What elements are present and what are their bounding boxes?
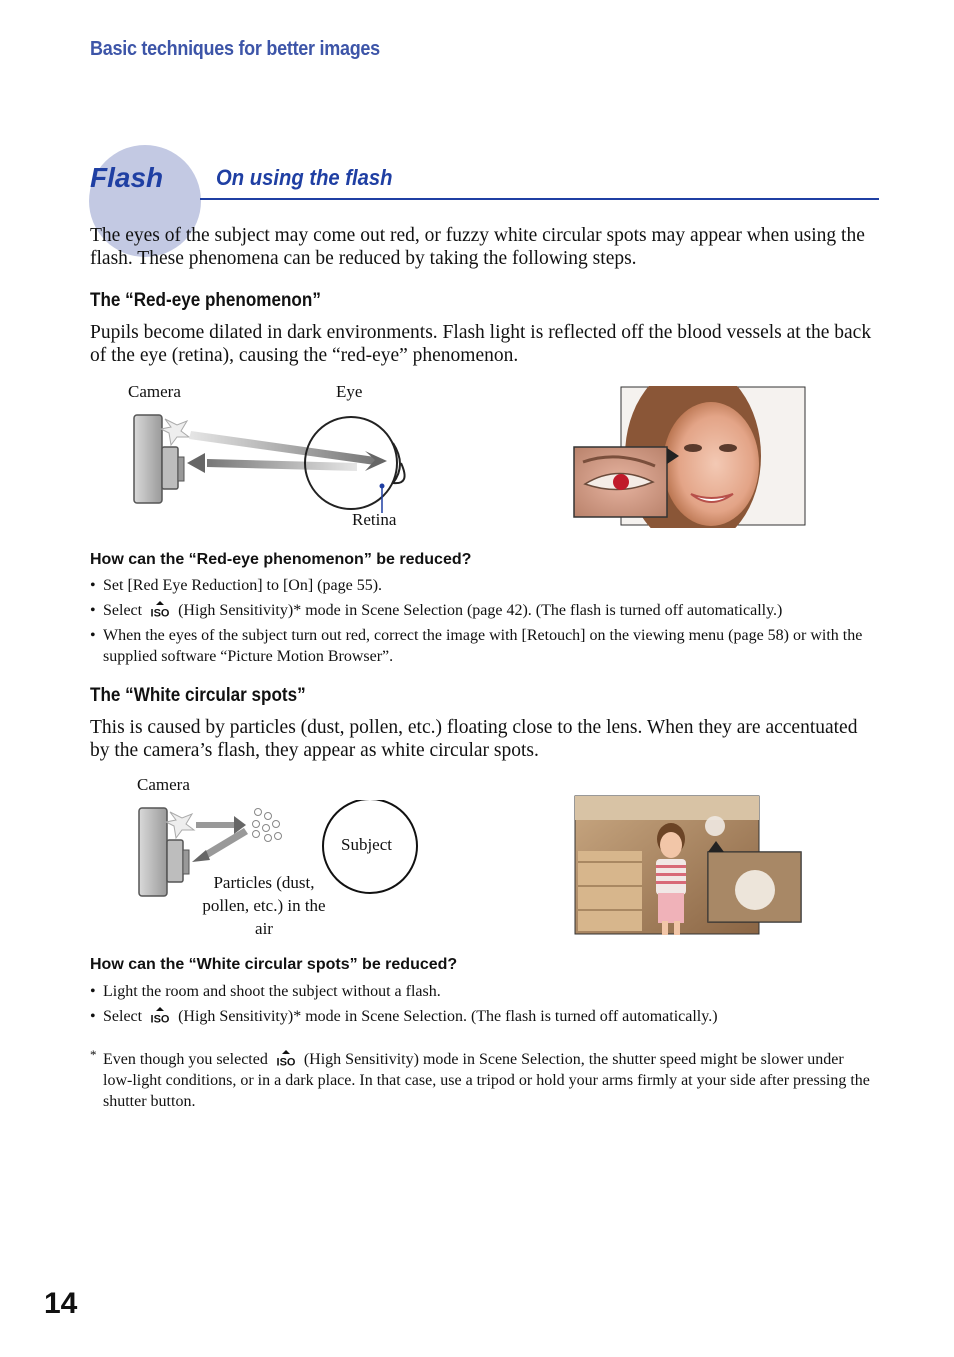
bullet-text-after: (High Sensitivity)* mode in Scene Selection (page 42). (The flash is turned off automatically.) <box>174 602 783 619</box>
red-eye-reduce-heading: How can the “Red-eye phenomenon” be reduced? <box>90 551 472 568</box>
svg-text:ISO: ISO <box>150 1013 170 1023</box>
diagram-subject-label: Subject <box>341 835 392 854</box>
section-header: Basic techniques for better images <box>90 38 380 60</box>
red-eye-bullet-2 <box>90 600 883 621</box>
diagram-eye-label: Eye <box>336 382 363 401</box>
bullet-text-after: (High Sensitivity)* mode in Scene Selection. (The flash is turned off automatically.) <box>174 1008 718 1025</box>
footnote-marker: * <box>90 1047 97 1062</box>
bullet-text-before: Select <box>103 602 147 619</box>
high-sensitivity-iso-icon <box>149 1007 171 1023</box>
red-eye-photo <box>573 386 807 528</box>
title-rule <box>200 198 879 200</box>
red-eye-body: Pupils become dilated in dark environments. Flash light is reflected off the blood vessels at the back of the eye (retina), causing the “red-eye” phenomenon. <box>90 322 872 366</box>
footnote-text-before: Even though you selected <box>103 1051 272 1068</box>
white-spots-heading: The “White circular spots” <box>90 685 306 706</box>
high-sensitivity-iso-icon <box>149 601 171 617</box>
page-number: 14 <box>44 1287 78 1320</box>
intro-paragraph: The eyes of the subject may come out red, or fuzzy white circular spots may appear when using the flash. These phenomena can be reduced by taking the following steps. <box>90 225 865 269</box>
svg-text:ISO: ISO <box>150 607 170 617</box>
diagram2-camera-label: Camera <box>137 775 190 794</box>
diagram-retina-label: Retina <box>352 510 397 529</box>
white-spots-bullet-2 <box>90 1006 883 1027</box>
red-eye-bullet-1: • Set [Red Eye Reduction] to [On] (page 55). <box>90 575 883 596</box>
particles-icon <box>253 809 282 842</box>
red-eye-diagram <box>125 405 425 515</box>
section-subtitle: On using the flash <box>216 165 393 190</box>
diagram-camera-label: Camera <box>128 382 181 401</box>
camera-icon <box>134 415 189 503</box>
footnote-text-after: (High Sensitivity) mode in Scene Selection, the shutter speed might be slower under low-light conditions, or in a dark place. In that case, use a tripod or hold your arms firmly at your side after pressing the shutter button. <box>103 1051 870 1110</box>
page-title: Flash <box>90 162 164 193</box>
red-eye-bullet-3: • When the eyes of the subject turn out red, correct the image with [Retouch] on the viewing menu (page 58) or with the supplied software “Picture Motion Browser”. <box>90 625 883 667</box>
svg-text:ISO: ISO <box>276 1056 296 1066</box>
high-sensitivity-iso-icon <box>275 1050 297 1066</box>
camera-icon <box>139 808 194 896</box>
bullet-text-before: Select <box>103 1008 147 1025</box>
red-eye-heading: The “Red-eye phenomenon” <box>90 290 321 311</box>
white-spots-bullet-1: • Light the room and shoot the subject without a flash. <box>90 981 883 1002</box>
diagram-particles-label: Particles (dust, pollen, etc.) in the air <box>202 873 326 938</box>
footnote-text <box>103 1049 875 1112</box>
white-spots-reduce-heading: How can the “White circular spots” be reduced? <box>90 956 458 973</box>
white-spots-photo <box>574 795 804 937</box>
white-spots-body: This is caused by particles (dust, pollen, etc.) floating close to the lens. When they are accentuated by the camera’s flash, they appear as white circular spots. <box>90 717 858 761</box>
